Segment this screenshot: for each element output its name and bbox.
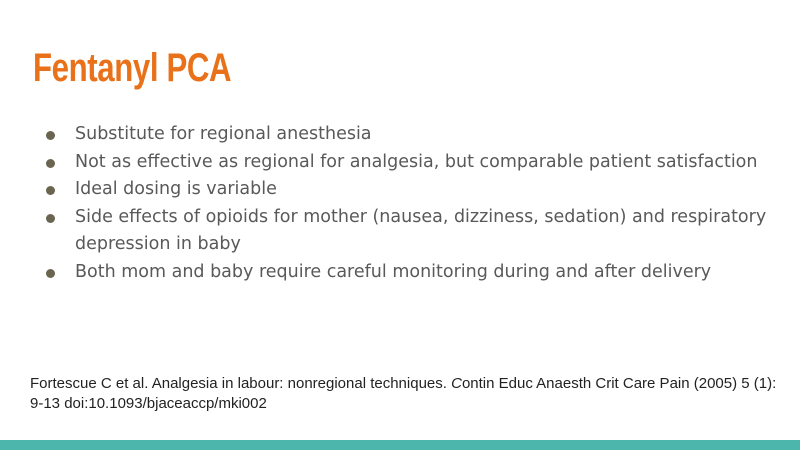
bullet-icon (46, 186, 55, 195)
bullet-text: Substitute for regional anesthesia (75, 124, 372, 144)
citation (30, 374, 790, 414)
bullet-item (0, 121, 780, 149)
bullet-item (0, 176, 780, 204)
bullet-icon (46, 269, 55, 278)
citation-italic: C (451, 375, 462, 392)
bullet-list (0, 121, 780, 286)
bullet-icon (46, 131, 55, 140)
bullet-item (0, 149, 780, 177)
bullet-text: Not as effective as regional for analgesia, but comparable patient satisfaction (75, 151, 758, 172)
bullet-item (0, 204, 780, 259)
footer-accent-bar (0, 440, 800, 450)
bullet-item (0, 259, 780, 287)
bullet-text: Ideal dosing is variable (75, 179, 277, 199)
bullet-icon (46, 214, 55, 223)
citation-text: Fortescue C et al. Analgesia in labour: nonregional techniques. (30, 375, 452, 392)
citation-text-rest: ontin Educ Anaesth Crit Care Pain (2005) 5 (1): 9-13 doi:10.1093/bjaceaccp/mki002 (30, 375, 777, 412)
bullet-text: Both mom and baby require careful monitoring during and after delivery (75, 261, 712, 282)
bullet-text: Side effects of opioids for mother (nausea, dizziness, sedation) and respiratory depression in baby (75, 206, 767, 254)
bullet-icon (46, 159, 55, 168)
slide-title: Fentanyl PCA (33, 46, 232, 90)
